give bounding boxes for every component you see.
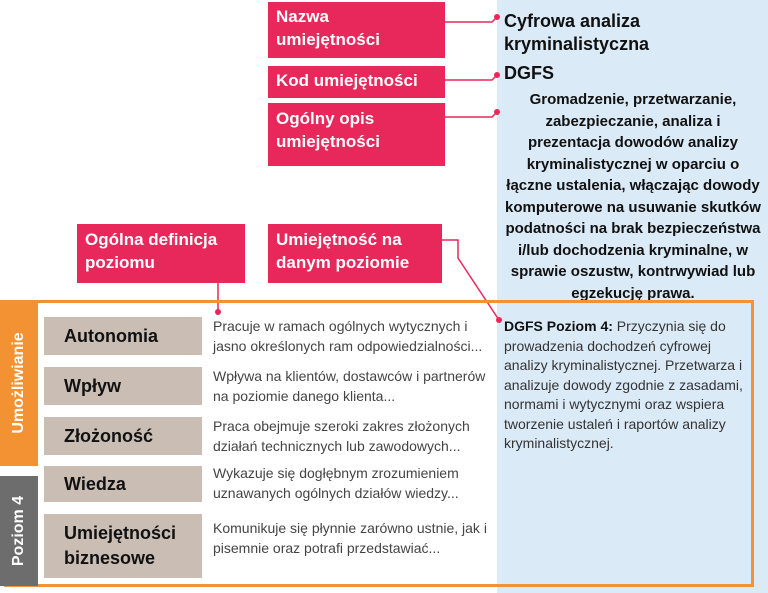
attribute-influence-desc: Wpływa na klientów, dostawców i partnerów na poziomie danego klienta...: [213, 368, 486, 404]
skill-level-text: Przyczynia się do prowadzenia dochodzeń cyfrowej analizy kryminalistycznej. Przetwarza i analizuje dowody zgodnie z zasadami, normami i wytycznymi oraz wspiera tworzenie ustaleń i raportów analizy kryminalistycznej.: [504, 318, 743, 451]
enabling-band: [0, 300, 38, 466]
attribute-complexity: Złożoność: [44, 417, 202, 455]
attribute-complexity-desc: Praca obejmuje szeroki zakres złożonych działań technicznych lub zawodowych...: [213, 418, 470, 454]
attribute-autonomy-desc: Pracuje w ramach ogólnych wytycznych i jasno określonych ram odpowiedzialności...: [213, 318, 483, 354]
skill-name-label: Nazwa umiejętności: [268, 2, 445, 58]
skill-level-description: [504, 317, 754, 454]
attribute-business-skills-desc: Komunikuje się płynnie zarówno ustnie, jak i pisemnie oraz potrafi przedstawiać...: [213, 520, 487, 556]
skill-description-label: Ogólny opis umiejętności: [268, 103, 445, 166]
attribute-knowledge-desc: Wykazuje się dogłębnym zrozumieniem uznawanych ogólnych działów wiedzy...: [213, 465, 459, 501]
attribute-autonomy: Autonomia: [44, 317, 202, 355]
skill-code-label: Kod umiejętności: [268, 66, 445, 98]
attribute-business-skills: Umiejętności biznesowe: [44, 514, 202, 578]
level-text: Poziom 4: [10, 495, 27, 567]
attribute-influence: Wpływ: [44, 367, 202, 405]
skill-level-title: DGFS Poziom 4:: [504, 318, 613, 334]
skill-name: Cyfrowa analiza kryminalistyczna: [504, 11, 650, 54]
attribute-knowledge: Wiedza: [44, 466, 202, 502]
skill-at-level-label: Umiejętność na danym poziomie: [268, 224, 442, 283]
skill-code: DGFS: [504, 63, 555, 83]
skill-description: Gromadzenie, przetwarzanie, zabezpieczanie, analiza i prezentacja dowodów analizy kryminalistycznej w oparciu o łączne ustalenia, włączając dowody komputerowe na usuwanie skutków podatności na brak bezpieczeństwa i/lub dochodzenia kryminalne, w sprawie oszustw, kontrwywiad lub egzekucję prawa.: [505, 91, 761, 302]
level-definition-label: Ogólna definicja poziomu: [77, 224, 245, 283]
enabling-text: Umożliwianie: [10, 332, 27, 434]
level-band: [0, 476, 38, 586]
